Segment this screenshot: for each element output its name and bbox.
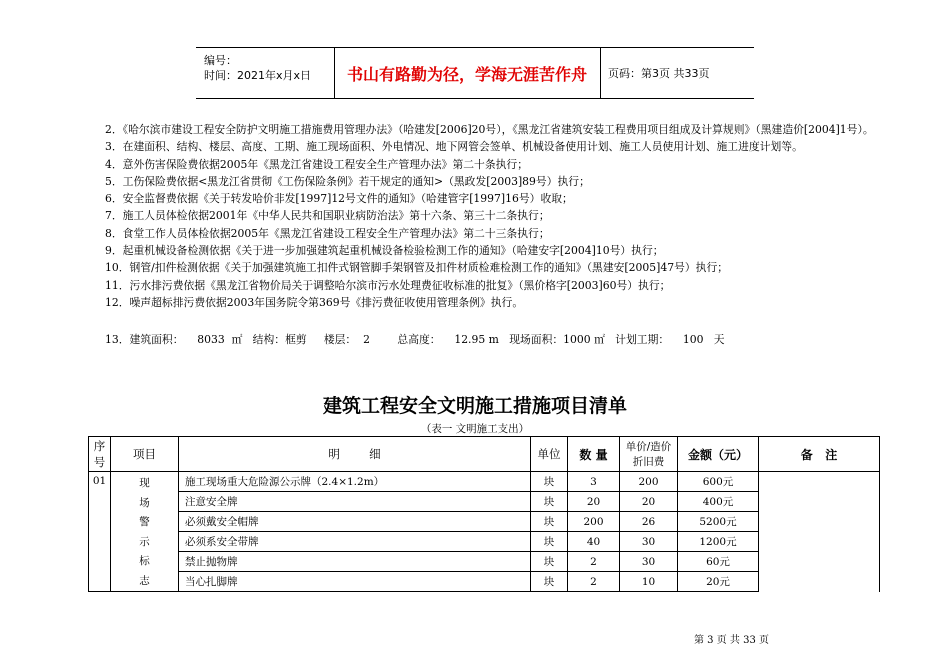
row-price: 10 xyxy=(620,572,678,592)
row-qty: 20 xyxy=(568,492,620,512)
basis-list xyxy=(96,121,876,311)
doc-number-label: 编号： xyxy=(204,54,237,67)
table-header-row xyxy=(89,437,880,472)
row-amount: 60元 xyxy=(678,552,759,572)
row-qty: 2 xyxy=(568,552,620,572)
group-note xyxy=(759,472,880,592)
basis-item-12: 12．噪声超标排污费依据2003年国务院令第369号《排污费征收使用管理条例》执行。 xyxy=(105,295,524,309)
basis-item-3: 3．在建面积、结构、楼层、高度、工期、施工现场面积、外电情况、地下网管会签单、机械设备使用计划、施工人员使用计划、施工进度计划等。 xyxy=(105,140,803,154)
row-price: 30 xyxy=(620,532,678,552)
row-detail: 必须戴安全帽牌 xyxy=(179,512,531,532)
basis-item-5: 5．工伤保险费依据<黑龙江省贯彻《工伤保险条例》若干规定的通知>（黑政发[2003]89号）执行； xyxy=(105,174,590,188)
basis-item-7: 7．施工人员体检依据2001年《中华人民共和国职业病防治法》第十六条、第三十二条执行； xyxy=(105,209,550,223)
row-amount: 400元 xyxy=(678,492,759,512)
header-meta-cell xyxy=(196,48,335,98)
header-item: 项目 xyxy=(111,437,179,472)
header-seq: 序号 xyxy=(89,437,111,472)
time-label: 时间：2021年x月x日 xyxy=(204,69,312,82)
category-char: 示 xyxy=(139,535,150,548)
row-unit: 块 xyxy=(531,552,568,572)
header-note: 备 注 xyxy=(759,437,880,472)
row-unit: 块 xyxy=(531,532,568,552)
table-row xyxy=(89,472,880,492)
basis-item-8: 8．食堂工作人员体检依据2005年《黑龙江省建设工程安全生产管理办法》第二十三条执行； xyxy=(105,226,550,240)
header-unit: 单位 xyxy=(531,437,568,472)
row-detail: 施工现场重大危险源公示牌（2.4×1.2m） xyxy=(179,472,531,492)
header-detail: 明 细 xyxy=(179,437,531,472)
row-qty: 40 xyxy=(568,532,620,552)
table-title: 建筑工程安全文明施工措施项目清单 xyxy=(322,395,627,417)
basis-item-6: 6．安全监督费依据《关于转发哈价非发[1997]12号文件的通知》（哈建管字[1997]16号）收取； xyxy=(105,192,573,206)
header-price: 单价/造价折旧费 xyxy=(620,437,678,472)
category-char: 志 xyxy=(139,574,150,587)
row-amount: 1200元 xyxy=(678,532,759,552)
row-qty: 200 xyxy=(568,512,620,532)
group-seq: 01 xyxy=(89,472,111,592)
page-code: 页码：第3页 共33页 xyxy=(608,67,710,80)
row-detail: 必须系安全带牌 xyxy=(179,532,531,552)
row-price: 26 xyxy=(620,512,678,532)
page-footer: 第 3 页 共 33 页 xyxy=(694,635,769,646)
project-summary-line: 13．建筑面积： 8033 ㎡ 结构：框剪 楼层： 2 总高度： 12.95 m 现场面积：1000 ㎡ 计划工期： 100 天 xyxy=(105,333,725,346)
row-detail: 当心扎脚牌 xyxy=(179,572,531,592)
measures-table xyxy=(88,436,880,592)
row-price: 30 xyxy=(620,552,678,572)
row-amount: 5200元 xyxy=(678,512,759,532)
category-char: 标 xyxy=(139,555,150,567)
row-unit: 块 xyxy=(531,572,568,592)
row-detail: 禁止抛物牌 xyxy=(179,552,531,572)
document-header xyxy=(196,47,754,99)
row-qty: 3 xyxy=(568,472,620,492)
row-price: 200 xyxy=(620,472,678,492)
basis-item-4: 4．意外伤害保险费依据2005年《黑龙江省建设工程安全生产管理办法》第二十条执行； xyxy=(105,157,529,171)
row-price: 20 xyxy=(620,492,678,512)
basis-item-9: 9．起重机械设备检测依据《关于进一步加强建筑起重机械设备检验检测工作的通知》（哈建安字[2004]10号）执行； xyxy=(105,244,664,258)
table-subtitle: （表一 文明施工支出） xyxy=(420,423,530,435)
category-char: 场 xyxy=(139,496,150,509)
row-amount: 20元 xyxy=(678,572,759,592)
motto-text: 书山有路勤为径，学海无涯苦作舟 xyxy=(334,48,601,98)
row-detail: 注意安全牌 xyxy=(179,492,531,512)
row-unit: 块 xyxy=(531,512,568,532)
row-amount: 600元 xyxy=(678,472,759,492)
row-unit: 块 xyxy=(531,492,568,512)
basis-item-2: 2．《哈尔滨市建设工程安全防护文明施工措施费用管理办法》（哈建发[2006]20号），《黑龙江省建筑安装工程费用项目组成及计算规则》（黑建造价[2004]1号）。 xyxy=(105,123,874,136)
header-qty: 数 量 xyxy=(568,437,620,472)
row-unit: 块 xyxy=(531,472,568,492)
row-qty: 2 xyxy=(568,572,620,592)
basis-item-11: 11．污水排污费依据《黑龙江省物价局关于调整哈尔滨市污水处理费征收标准的批复》（黑价格字[2003]60号）执行； xyxy=(105,278,671,292)
category-char: 警 xyxy=(139,516,150,528)
basis-item-10: 10．钢管/扣件检测依据《关于加强建筑施工扣件式钢管脚手架钢管及扣件材质检难检测工作的通知》（黑建安[2005]47号）执行； xyxy=(105,261,729,275)
group-category xyxy=(111,472,179,592)
header-amount: 金额（元） xyxy=(678,437,759,472)
category-char: 现 xyxy=(139,477,150,489)
